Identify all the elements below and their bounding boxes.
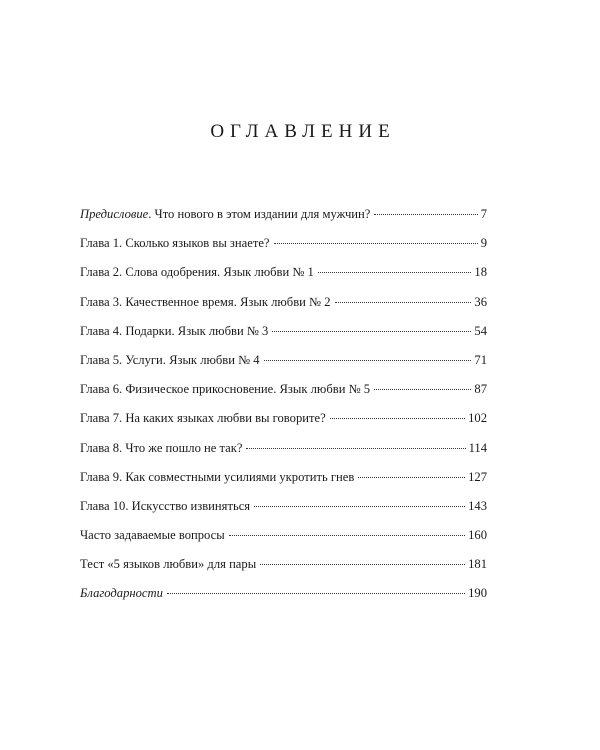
toc-entry-title: Глава 9. Как совместными усилиями укротить гнев (80, 469, 355, 484)
toc-entry-page-number: 181 (468, 557, 487, 572)
dot-leader (264, 360, 472, 361)
toc-entry (80, 499, 487, 528)
toc-entry-page-number: 36 (474, 294, 487, 309)
dot-leader (229, 535, 465, 536)
toc-entry-title: Глава 4. Подарки. Язык любви № 3 (80, 323, 269, 338)
toc-entry (80, 295, 487, 324)
dot-leader (260, 564, 465, 565)
dot-leader (335, 302, 472, 303)
toc-entry (80, 470, 487, 499)
dot-leader (254, 506, 465, 507)
toc-entry-title: Благодарности (80, 586, 163, 601)
dot-leader (272, 331, 471, 332)
dot-leader (274, 243, 478, 244)
toc-entry-page-number: 127 (468, 469, 487, 484)
toc-entry-page-number: 160 (468, 528, 487, 543)
toc-entry-title: Глава 2. Слова одобрения. Язык любви № 1 (80, 265, 314, 280)
dot-leader (246, 448, 465, 449)
dot-leader (330, 418, 465, 419)
dot-leader (318, 272, 472, 273)
toc-entry-page-number: 114 (468, 440, 487, 455)
toc-entry-title: Часто задаваемые вопросы (80, 528, 225, 543)
toc-entry-title: Глава 7. На каких языках любви вы говорите? (80, 411, 326, 426)
toc-entry-page-number: 18 (474, 265, 487, 280)
toc-entry (80, 265, 487, 294)
toc-entry-title: Глава 3. Качественное время. Язык любви № 2 (80, 294, 331, 309)
dot-leader (374, 389, 471, 390)
toc-entry-title: . Что нового в этом издании для мужчин? (148, 207, 371, 221)
toc-entry (80, 382, 487, 411)
toc-entry-prefix: Предисловие (80, 207, 149, 221)
toc-entry (80, 411, 487, 440)
table-of-contents (80, 207, 487, 616)
toc-entry-page-number: 143 (468, 498, 487, 513)
toc-entry-page-number: 7 (480, 207, 487, 221)
toc-entry-title: Глава 8. Что же пошло не так? (80, 440, 243, 455)
toc-entry (80, 586, 487, 615)
toc-entry-title: Глава 10. Искусство извиняться (80, 498, 251, 513)
dot-leader (358, 477, 465, 478)
toc-entry (80, 353, 487, 382)
toc-entry (80, 528, 487, 557)
toc-entry-page-number: 87 (474, 382, 487, 397)
toc-entry-title: Глава 5. Услуги. Язык любви № 4 (80, 352, 260, 367)
dot-leader (374, 214, 477, 215)
dot-leader (167, 593, 465, 594)
toc-entry-page-number: 71 (474, 352, 487, 367)
toc-entry-page-number: 9 (480, 236, 487, 251)
toc-entry (80, 207, 487, 236)
toc-entry (80, 441, 487, 470)
toc-entry-title: Глава 1. Сколько языков вы знаете? (80, 236, 270, 251)
toc-entry-page-number: 102 (468, 411, 487, 426)
toc-entry-title: Глава 6. Физическое прикосновение. Язык любви № 5 (80, 382, 371, 397)
toc-entry-title: Тест «5 языков любви» для пары (80, 557, 257, 572)
toc-entry-page-number: 54 (474, 323, 487, 338)
page-title: ОГЛАВЛЕНИЕ (210, 121, 396, 142)
toc-entry (80, 324, 487, 353)
toc-entry-page-number: 190 (468, 586, 487, 601)
toc-entry (80, 236, 487, 265)
toc-entry (80, 557, 487, 586)
